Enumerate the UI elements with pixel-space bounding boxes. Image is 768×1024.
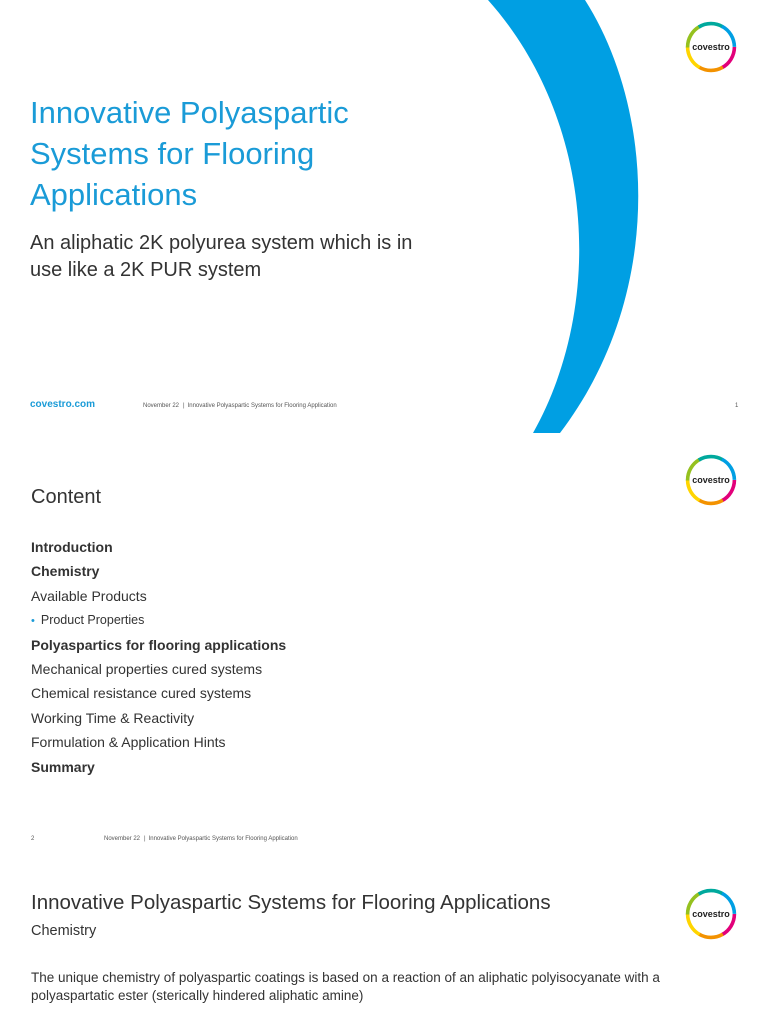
- toc-item: Summary: [31, 758, 95, 775]
- page-number: 2: [31, 836, 35, 842]
- body-line: The unique chemistry of polyaspartic coatings is based on a reaction of an aliphatic polyisocyanate with a: [31, 970, 660, 985]
- slide-subtitle: [30, 230, 490, 284]
- title-line: Innovative Polyaspartic: [30, 95, 349, 130]
- title-slide: [0, 0, 768, 433]
- toc-item: Working Time & Reactivity: [31, 709, 195, 726]
- page-number: 1: [735, 403, 739, 409]
- title-line: Applications: [30, 177, 198, 212]
- covestro-logo: [684, 453, 738, 507]
- body-text: [31, 969, 721, 1005]
- footer-meta: November 22 | Innovative Polyaspartic Systems for Flooring Application: [143, 403, 337, 409]
- subtitle-line: use like a 2K PUR system: [30, 259, 262, 281]
- subtitle-line: An aliphatic 2K polyurea system which is in: [30, 232, 413, 254]
- toc-item: Formulation & Application Hints: [31, 734, 226, 751]
- footer-link[interactable]: covestro.com: [30, 399, 96, 410]
- toc-item: Polyaspartics for flooring applications: [31, 636, 287, 653]
- toc-item: Available Products: [31, 587, 147, 604]
- title-line: Systems for Flooring: [30, 136, 315, 171]
- table-of-contents: [31, 535, 531, 779]
- slide-title: [30, 92, 450, 215]
- svg-text:covestro: covestro: [692, 909, 730, 920]
- covestro-logo: [684, 20, 738, 74]
- svg-text:covestro: covestro: [692, 475, 730, 486]
- content-slide: [0, 447, 768, 859]
- toc-item: Chemical resistance cured systems: [31, 685, 252, 702]
- footer-title: Innovative Polyaspartic Systems for Flooring Application: [148, 836, 298, 842]
- toc-item: Chemistry: [31, 563, 100, 580]
- footer-date: November 22: [104, 836, 141, 842]
- covestro-logo: [684, 887, 738, 941]
- toc-subitem: [31, 608, 531, 632]
- footer-title: Innovative Polyaspartic Systems for Flooring Application: [187, 403, 337, 409]
- body-line: polyaspartatic ester (sterically hindered aliphatic amine): [31, 988, 364, 1003]
- footer-meta: November 22 | Innovative Polyaspartic Systems for Flooring Application: [104, 836, 298, 842]
- toc-item: Introduction: [31, 539, 113, 555]
- slide-subtitle: Chemistry: [31, 923, 97, 939]
- chemistry-slide: [0, 867, 768, 1024]
- toc-item: Mechanical properties cured systems: [31, 660, 263, 677]
- slide-title: Innovative Polyaspartic Systems for Flooring Applications: [31, 891, 551, 914]
- toc-subitem-label: Product Properties: [40, 613, 145, 628]
- footer-date: November 22: [143, 403, 180, 409]
- bullet-dot-icon: •: [31, 615, 35, 628]
- blue-arc-shape: [0, 0, 768, 433]
- svg-text:covestro: covestro: [692, 42, 730, 53]
- slide-title: Content: [31, 486, 102, 508]
